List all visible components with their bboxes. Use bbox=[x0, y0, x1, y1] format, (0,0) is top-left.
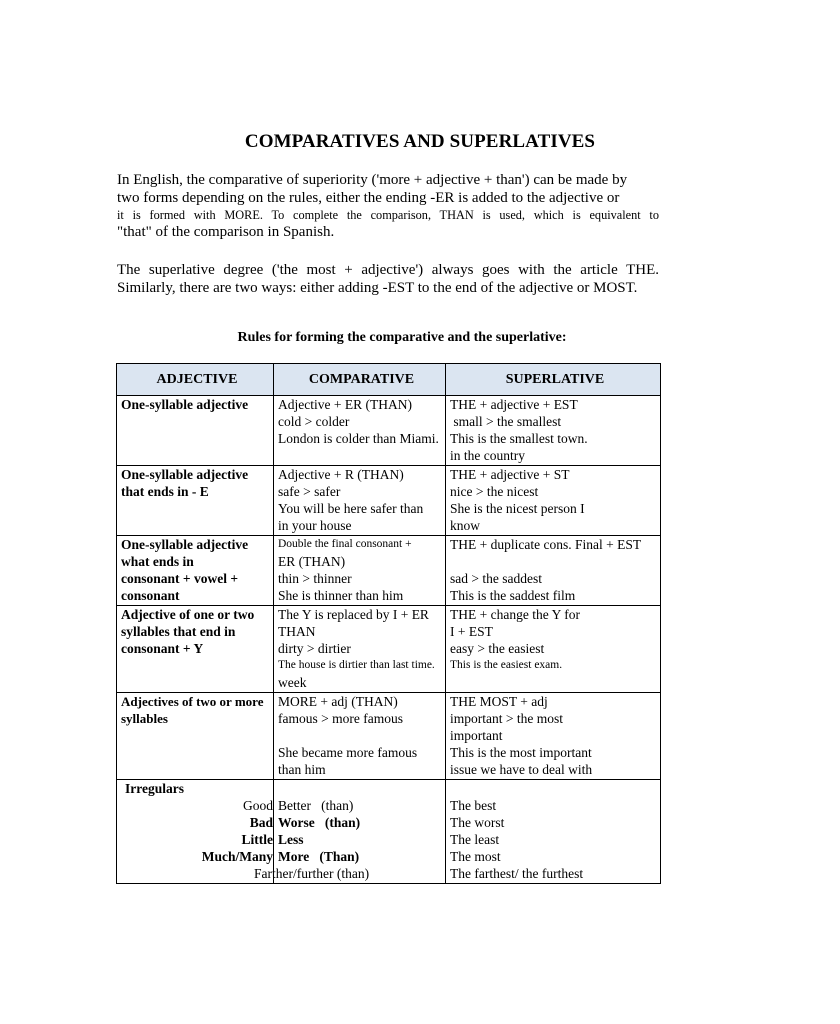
cell-line: syllables bbox=[121, 711, 168, 726]
adjective-cell bbox=[117, 606, 274, 693]
superlative-cell bbox=[446, 536, 661, 606]
cell-line: You will be here safer than bbox=[278, 501, 424, 516]
paragraph-line: it is formed with MORE. To complete the comparison, THAN is used, which is equivalent to bbox=[117, 208, 659, 222]
irregular-adjective: Good bbox=[243, 798, 273, 813]
cell-line: in the country bbox=[450, 448, 525, 463]
cell-line: This is the most important bbox=[450, 745, 592, 760]
cell-line: consonant + vowel + bbox=[121, 571, 239, 586]
cell-line: One-syllable adjective bbox=[121, 467, 249, 482]
header-adjective: ADJECTIVE bbox=[117, 364, 274, 396]
adjective-cell bbox=[117, 466, 274, 536]
cell-line: ER (THAN) bbox=[278, 554, 346, 569]
paragraph-line: "that" of the comparison in Spanish. bbox=[117, 224, 335, 240]
cell-line: sad > the saddest bbox=[450, 571, 542, 586]
cell-line: small > the smallest bbox=[450, 414, 562, 429]
cell-line: THE + duplicate cons. Final + EST bbox=[450, 537, 642, 552]
cell-line: One-syllable adjective bbox=[121, 397, 249, 412]
cell-line: This is the easiest exam. bbox=[450, 659, 563, 671]
cell-line: Adjective + R (THAN) bbox=[278, 467, 404, 482]
cell-line: thin > thinner bbox=[278, 571, 352, 586]
table-row bbox=[117, 536, 661, 606]
comparative-cell bbox=[274, 466, 446, 536]
cell-line bbox=[450, 553, 660, 570]
comparative-cell bbox=[274, 606, 446, 693]
cell-line: consonant bbox=[121, 588, 180, 603]
irregulars-row bbox=[117, 780, 661, 884]
cell-line: Double the final consonant + bbox=[278, 538, 412, 550]
cell-line: in your house bbox=[278, 518, 352, 533]
table-row bbox=[117, 693, 661, 780]
irregular-comparative: More (Than) bbox=[278, 849, 360, 864]
irregular-adjective: Bad bbox=[249, 815, 273, 830]
adjective-cell bbox=[117, 536, 274, 606]
cell-line: nice > the nicest bbox=[450, 484, 539, 499]
irregular-superlative: The most bbox=[450, 849, 501, 864]
superlative-cell bbox=[446, 606, 661, 693]
irregular-comparative: Less bbox=[278, 832, 304, 847]
table-row bbox=[117, 396, 661, 466]
rules-heading: Rules for forming the comparative and the superlative: bbox=[237, 330, 567, 345]
paragraph-line: The superlative degree ('the most + adjective') always goes with the article THE. bbox=[117, 262, 659, 278]
cell-line: easy > the easiest bbox=[450, 641, 545, 656]
irregular-superlative: The farthest/ the furthest bbox=[450, 866, 584, 881]
cell-line: THE + adjective + EST bbox=[450, 397, 578, 412]
header-superlative: SUPERLATIVE bbox=[446, 364, 661, 396]
comparative-cell bbox=[274, 536, 446, 606]
cell-line: that ends in - E bbox=[121, 484, 209, 499]
cell-line: syllables that end in bbox=[121, 624, 236, 639]
cell-line: know bbox=[450, 518, 480, 533]
irregular-adjective: Little bbox=[241, 832, 273, 847]
cell-line: THE MOST + adj bbox=[450, 694, 548, 709]
table-row bbox=[117, 466, 661, 536]
irregular-comparative: Better (than) bbox=[278, 798, 354, 813]
cell-line: One-syllable adjective bbox=[121, 537, 249, 552]
cell-line: I + EST bbox=[450, 624, 493, 639]
cell-line bbox=[278, 780, 445, 797]
comparative-cell bbox=[274, 396, 446, 466]
paragraph-line: In English, the comparative of superiority ('more + adjective + than') can be made by bbox=[117, 172, 628, 188]
cell-line: The Y is replaced by I + ER bbox=[278, 607, 429, 622]
cell-line: issue we have to deal with bbox=[450, 762, 593, 777]
cell-line: consonant + Y bbox=[121, 641, 204, 656]
page-title: COMPARATIVES AND SUPERLATIVES bbox=[244, 131, 596, 152]
header-comparative: COMPARATIVE bbox=[274, 364, 446, 396]
cell-line: famous > more famous bbox=[278, 711, 403, 726]
cell-line: London is colder than Miami. bbox=[278, 431, 439, 446]
cell-line: week bbox=[278, 675, 307, 690]
cell-line: cold > colder bbox=[278, 414, 350, 429]
irregular-adjective: Farther/further (than) bbox=[254, 866, 370, 881]
adjective-cell bbox=[117, 396, 274, 466]
paragraph-line: Similarly, there are two ways: either adding -EST to the end of the adjective or MOST. bbox=[117, 279, 638, 296]
irregulars-label: Irregulars bbox=[125, 781, 184, 796]
cell-line: Adjectives of two or more bbox=[121, 694, 264, 709]
cell-line bbox=[278, 727, 445, 744]
cell-line: She became more famous bbox=[278, 745, 418, 760]
table-row bbox=[117, 606, 661, 693]
irregular-comparative: Worse (than) bbox=[278, 815, 361, 830]
superlative-cell bbox=[446, 693, 661, 780]
cell-line: THE + change the Y for bbox=[450, 607, 580, 622]
intro-paragraph-superlative bbox=[117, 262, 659, 297]
irregular-superlative: The best bbox=[450, 798, 497, 813]
cell-line: She is thinner than him bbox=[278, 588, 404, 603]
cell-line: This is the smallest town. bbox=[450, 431, 588, 446]
cell-line: than him bbox=[278, 762, 326, 777]
cell-line: important > the most bbox=[450, 711, 563, 726]
paragraph-line: two forms depending on the rules, either the ending -ER is added to the adjective or bbox=[117, 189, 620, 206]
cell-line: The house is dirtier than last time. bbox=[278, 659, 435, 671]
intro-paragraph-comparative bbox=[117, 172, 659, 242]
cell-line: THAN bbox=[278, 624, 316, 639]
cell-line: important bbox=[450, 728, 503, 743]
table-header-row bbox=[117, 364, 661, 396]
cell-line: what ends in bbox=[121, 554, 194, 569]
rules-table bbox=[116, 363, 661, 884]
cell-line: safe > safer bbox=[278, 484, 341, 499]
cell-line: Adjective + ER (THAN) bbox=[278, 397, 412, 412]
irregular-superlative: The worst bbox=[450, 815, 505, 830]
cell-line: Adjective of one or two bbox=[121, 607, 255, 622]
irregular-superlative: The least bbox=[450, 832, 500, 847]
cell-line: She is the nicest person I bbox=[450, 501, 585, 516]
comparative-cell bbox=[274, 693, 446, 780]
adjective-cell bbox=[117, 693, 274, 780]
cell-line bbox=[450, 780, 660, 797]
irregular-adjective: Much/Many bbox=[201, 849, 273, 864]
cell-line: MORE + adj (THAN) bbox=[278, 694, 398, 709]
superlative-cell bbox=[446, 466, 661, 536]
cell-line: This is the saddest film bbox=[450, 588, 576, 603]
cell-line: dirty > dirtier bbox=[278, 641, 351, 656]
cell-line: THE + adjective + ST bbox=[450, 467, 570, 482]
superlative-cell bbox=[446, 396, 661, 466]
superlative-cell bbox=[446, 780, 661, 884]
